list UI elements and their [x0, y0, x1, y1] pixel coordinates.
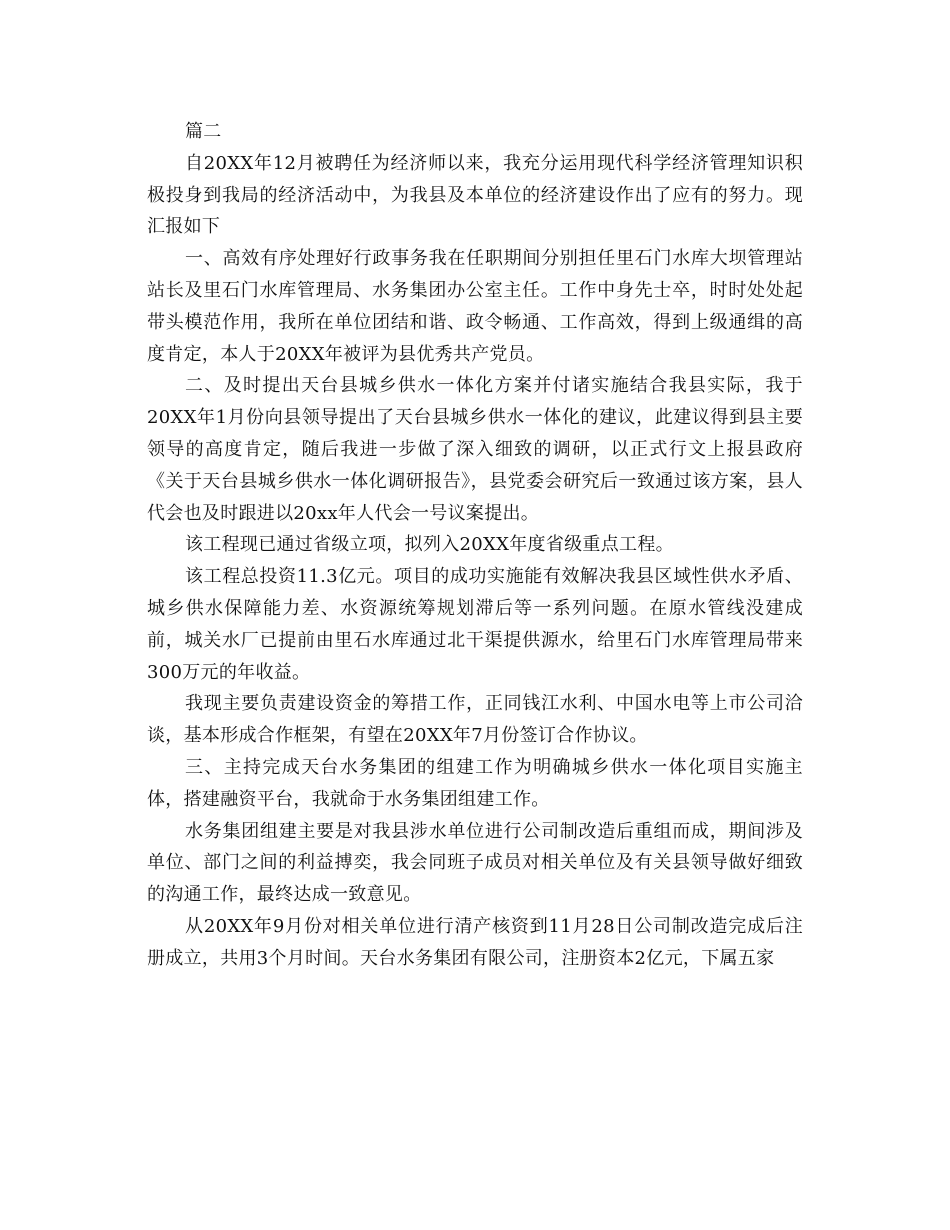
paragraph-item-three: 三、主持完成天台水务集团的组建工作为明确城乡供水一体化项目实施主体，搭建融资平台，我就命于水务集团组建工作。	[147, 756, 803, 810]
document-body	[147, 116, 803, 975]
paragraph-registration: 从20XX年9月份对相关单位进行清产核资到11月28日公司制改造完成后注册成立，共用3个月时间。天台水务集团有限公司，注册资本2亿元，下属五家	[147, 915, 803, 969]
paragraph-intro: 自20XX年12月被聘任为经济师以来，我充分运用现代科学经济管理知识积极投身到我局的经济活动中，为我县及本单位的经济建设作出了应有的努力。现汇报如下	[147, 152, 803, 238]
paragraph-item-two: 二、及时提出天台县城乡供水一体化方案并付诸实施结合我县实际，我于20XX年1月份向县领导提出了天台县城乡供水一体化的建议，此建议得到县主要领导的高度肯定，随后我进一步做了深入细致的调研，以正式行文上报县政府《关于天台县城乡供水一体化调研报告》，县党委会研究后一致通过该方案，县人代会也及时跟进以20xx年人代会一号议案提出。	[147, 375, 803, 524]
paragraph-investment: 该工程总投资11.3亿元。项目的成功实施能有效解决我县区域性供水矛盾、城乡供水保障能力差、水资源统筹规划滞后等一系列问题。在原水管线没建成前，城关水厂已提前由里石水库通过北干渠提供源水，给里石门水库管理局带来300万元的年收益。	[147, 566, 803, 683]
paragraph-item-one: 一、高效有序处理好行政事务我在任职期间分别担任里石门水库大坝管理站站长及里石门水库管理局、水务集团办公室主任。工作中身先士卒，时时处处起带头模范作用，我所在单位团结和谐、政令畅通、工作高效，得到上级通缉的高度肯定，本人于20XX年被评为县优秀共产党员。	[147, 248, 803, 365]
paragraph-restructuring: 水务集团组建主要是对我县涉水单位进行公司制改造后重组而成，期间涉及单位、部门之间的利益搏奕，我会同班子成员对相关单位及有关县领导做好细致的沟通工作，最终达成一致意见。	[147, 820, 803, 906]
paragraph-funding: 我现主要负责建设资金的筹措工作，正同钱江水利、中国水电等上市公司洽谈，基本形成合作框架，有望在20XX年7月份签订合作协议。	[147, 693, 803, 747]
paragraph-project-approval: 该工程现已通过省级立项，拟列入20XX年度省级重点工程。	[185, 534, 674, 556]
section-heading: 篇二	[185, 121, 222, 142]
